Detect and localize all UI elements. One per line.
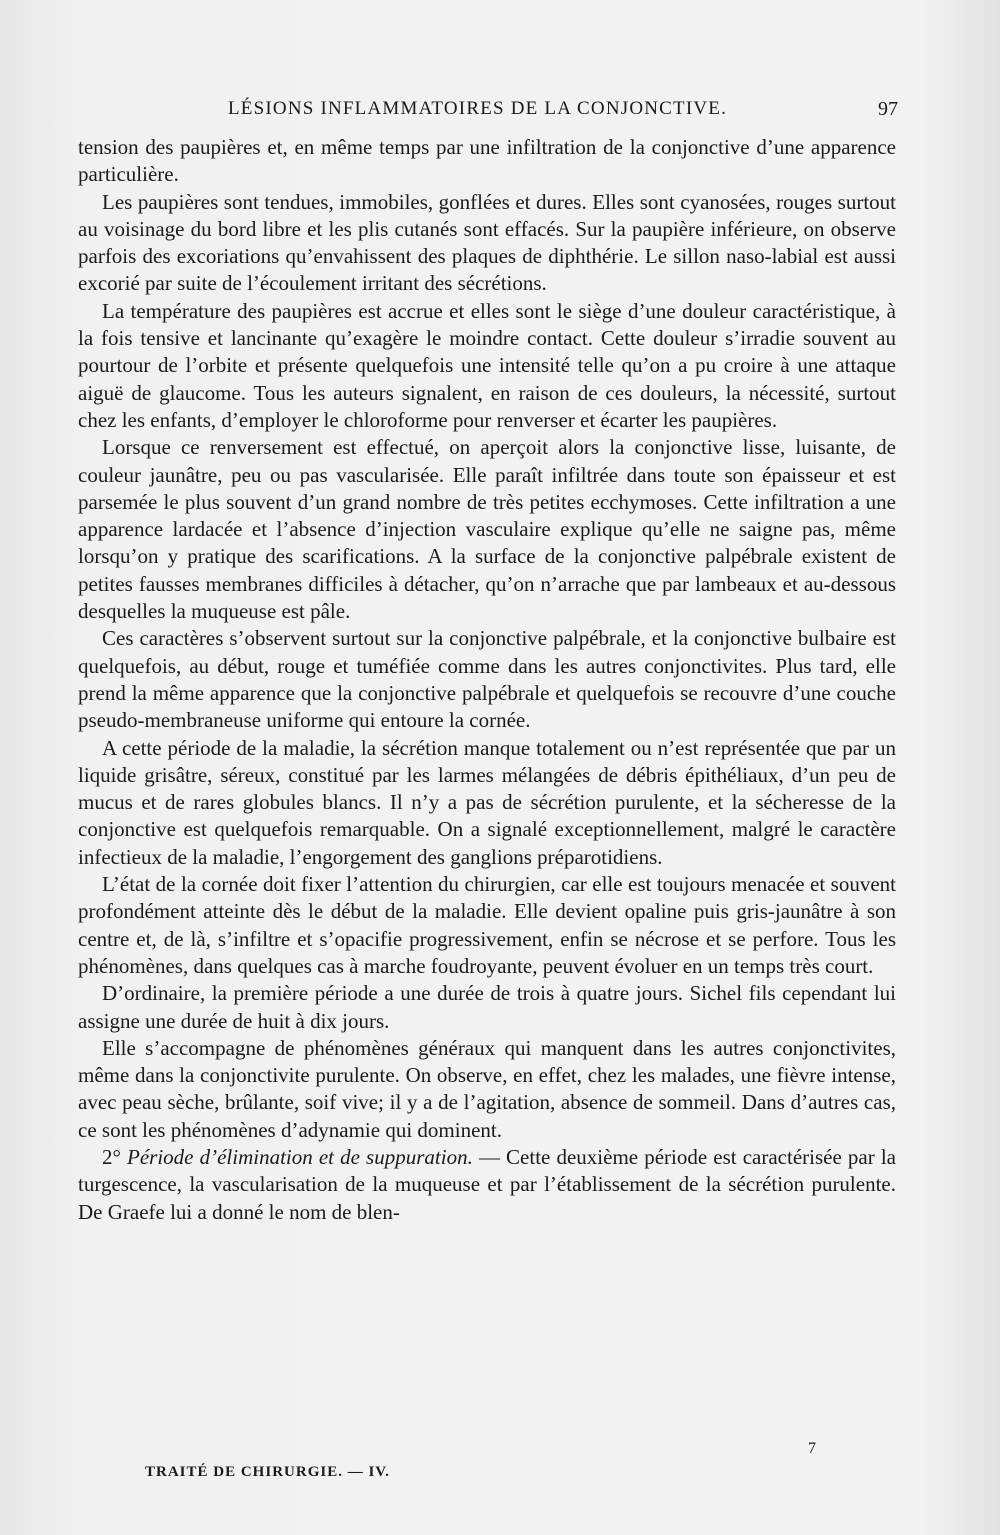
page-header	[78, 98, 898, 128]
paragraph: tension des paupières et, en même temps par une infiltration de la conjonctive d’une apparence particulière.	[78, 135, 896, 187]
footer-signature-mark: 7	[808, 1440, 816, 1457]
running-title: LÉSIONS INFLAMMATOIRES DE LA CONJONCTIVE.	[228, 98, 728, 119]
section-number: 2°	[102, 1144, 121, 1169]
body-text	[78, 134, 896, 1226]
paragraph: Les paupières sont tendues, immobiles, gonflées et dures. Elles sont cyanosées, rouges surtout au voisinage du bord libre et les plis cutanés sont effacés. Sur la paupière inférieure, on observe parfois des excoriations qu’envahissent des plaques de diphthérie. Le sillon naso-labial est aussi excorié par suite de l’écoulement irritant des sécrétions.	[78, 189, 896, 296]
paragraph: Lorsque ce renversement est effectué, on aperçoit alors la conjonctive lisse, luisante, de couleur jaunâtre, peu ou pas vascularisée. Elle paraît infiltrée dans toute son épaisseur et est parsemée le plus souvent d’un grand nombre de très petites ecchymoses. Cette infiltration a une apparence lardacée et l’absence d’injection vasculaire explique qu’elle ne saigne pas, même lorsqu’on y pratique des scarifications. A la surface de la conjonctive palpébrale existent de petites fausses membranes difficiles à détacher, qu’on n’arrache que par lambeaux et au-dessous desquelles la muqueuse est pâle.	[78, 435, 896, 624]
section-text: — Cette deuxième période est caractérisée par la turgescence, la vascularisation de la muqueuse et par l’établissement de la sécrétion purulente. De Graefe lui a donné le nom de blen-	[78, 1144, 896, 1224]
section-paragraph	[78, 1144, 896, 1226]
paragraph: La température des paupières est accrue et elles sont le siège d’une douleur caractéristique, à la fois tensive et lancinante qu’exagère le moindre contact. Cette douleur s’irradie souvent au pourtour de l’orbite et présente quelquefois une intensité telle qu’on a pu croire à une attaque aiguë de glaucome. Tous les auteurs signalent, en raison de ces douleurs, la nécessité, surtout chez les enfants, d’employer le chloroforme pour renverser et écarter les paupières.	[78, 298, 896, 432]
paragraph: A cette période de la maladie, la sécrétion manque totalement ou n’est représentée que par un liquide grisâtre, séreux, constitué par les larmes mélangées de débris épithéliaux, d’un peu de mucus et de rares globules blancs. Il n’y a pas de sécrétion purulente, et la sécheresse de la conjonctive est quelquefois remarquable. On a signalé exceptionnellement, malgré le caractère infectieux de la maladie, l’engorgement des ganglions préparotidiens.	[78, 735, 896, 869]
footer-book-title: TRAITÉ DE CHIRURGIE. — IV.	[145, 1464, 390, 1480]
section-heading: Période d’élimination et de suppuration.	[127, 1144, 473, 1169]
paragraph: L’état de la cornée doit fixer l’attention du chirurgien, car elle est toujours menacée et souvent profondément atteinte dès le début de la maladie. Elle devient opaline puis gris-jaunâtre à son centre et, de là, s’infiltre et s’opacifie progressivement, enfin se nécrose et se perfore. Tous les phénomènes, dans quelques cas à marche foudroyante, peuvent évoluer en un temps très court.	[78, 872, 896, 978]
paragraph: Ces caractères s’observent surtout sur la conjonctive palpébrale, et la conjonctive bulbaire est quelquefois, au début, rouge et tuméfiée comme dans les autres conjonctivites. Plus tard, elle prend la même apparence que la conjonctive palpébrale et quelquefois se recouvre d’une couche pseudo-membraneuse uniforme qui entoure la cornée.	[78, 626, 896, 733]
paragraph: Elle s’accompagne de phénomènes généraux qui manquent dans les autres conjonctivites, même dans la conjonctivite purulente. On observe, en effet, chez les malades, une fièvre intense, avec peau sèche, brûlante, soif vive; il y a de l’agitation, absence de sommeil. Dans d’autres cas, ce sont les phénomènes d’adynamie qui dominent.	[78, 1035, 896, 1142]
paragraph: D’ordinaire, la première période a une durée de trois à quatre jours. Sichel fils cependant lui assigne une durée de huit à dix jours.	[78, 981, 896, 1033]
page-number: 97	[878, 98, 898, 120]
